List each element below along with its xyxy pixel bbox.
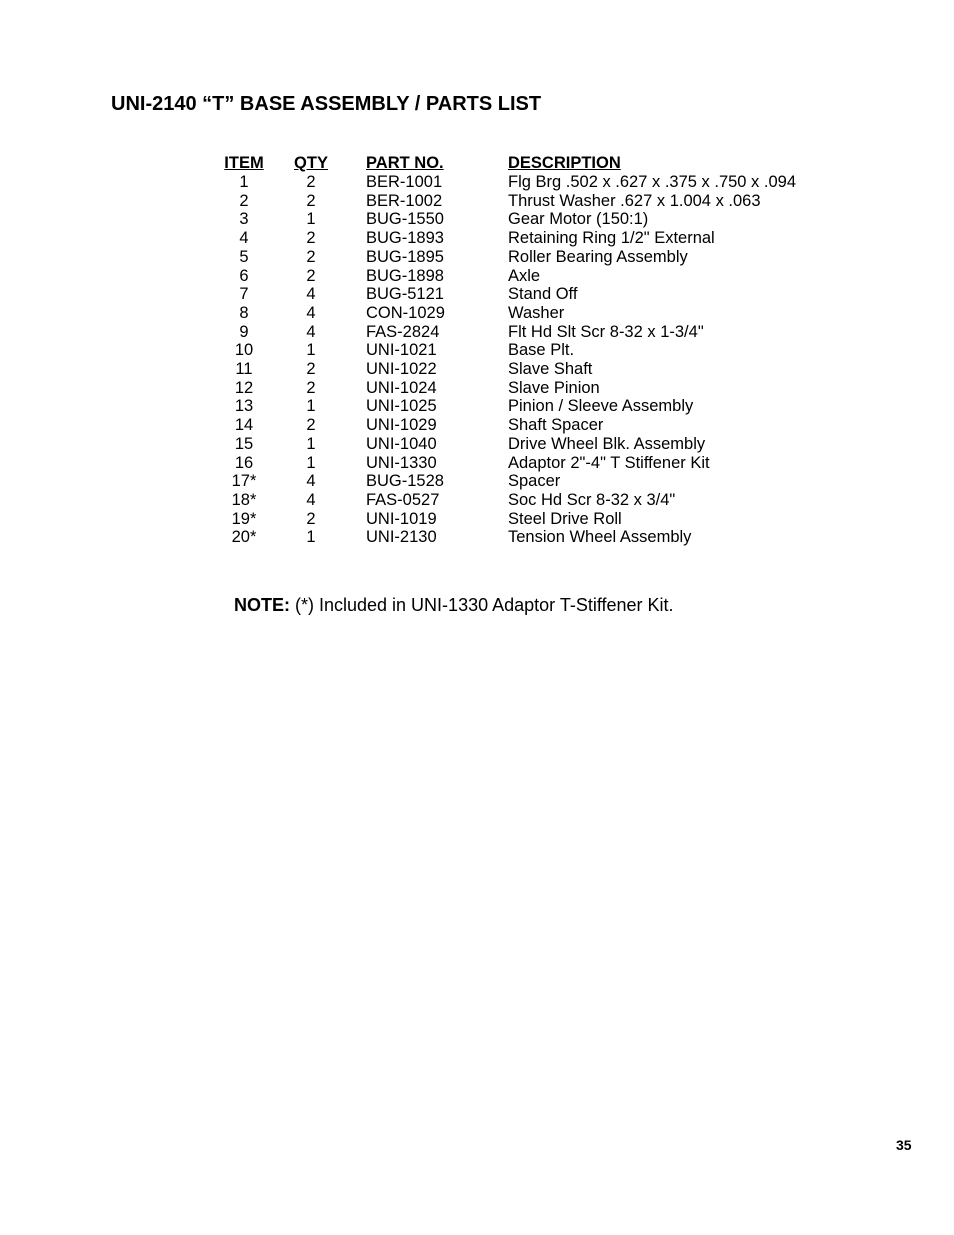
- cell-part-no: UNI-1022: [366, 360, 437, 379]
- cell-description: Axle: [508, 266, 541, 285]
- parts-table: [212, 154, 828, 547]
- cell-qty: 1: [306, 453, 316, 472]
- parts-table-body: [212, 173, 828, 547]
- cell-part-no: FAS-2824: [366, 322, 440, 341]
- cell-part-no: BER-1002: [366, 191, 443, 210]
- cell-qty: 4: [306, 322, 316, 341]
- page-number: 35: [896, 1137, 912, 1153]
- cell-qty: 4: [306, 472, 316, 491]
- page-title: UNI-2140 “T” BASE ASSEMBLY / PARTS LIST: [111, 93, 542, 115]
- cell-description: Thrust Washer .627 x 1.004 x .063: [508, 191, 761, 210]
- cell-description: Pinion / Sleeve Assembly: [508, 397, 694, 416]
- cell-item: 5: [239, 247, 249, 266]
- cell-qty: 2: [306, 191, 316, 210]
- cell-item: 2: [239, 191, 249, 210]
- cell-part-no: UNI-2130: [366, 528, 437, 547]
- table-row: [212, 192, 828, 211]
- cell-qty: 1: [306, 341, 316, 360]
- cell-qty: 2: [306, 173, 316, 191]
- cell-item: 4: [239, 229, 249, 248]
- cell-part-no: UNI-1029: [366, 416, 437, 435]
- cell-part-no: CON-1029: [366, 303, 445, 322]
- cell-qty: 1: [306, 528, 316, 547]
- cell-qty: 1: [306, 397, 316, 416]
- cell-description: Shaft Spacer: [508, 416, 604, 435]
- cell-part-no: UNI-1025: [366, 397, 437, 416]
- cell-part-no: BUG-1893: [366, 229, 444, 248]
- cell-qty: 2: [306, 509, 316, 528]
- table-row: [212, 229, 828, 248]
- cell-part-no: UNI-1330: [366, 453, 437, 472]
- cell-qty: 2: [306, 247, 316, 266]
- cell-item: 16: [234, 453, 254, 472]
- table-row: [212, 435, 828, 454]
- cell-qty: 4: [306, 285, 316, 304]
- cell-item: 9: [239, 322, 249, 341]
- cell-part-no: BUG-5121: [366, 285, 444, 304]
- cell-item: 18*: [231, 490, 257, 509]
- table-row: [212, 210, 828, 229]
- cell-item: 6: [239, 266, 249, 285]
- cell-item: 11: [235, 360, 253, 379]
- cell-description: Adaptor 2"-4" T Stiffener Kit: [508, 453, 710, 472]
- cell-qty: 1: [306, 210, 316, 229]
- cell-description: Slave Pinion: [508, 378, 600, 397]
- cell-part-no: BUG-1898: [366, 266, 444, 285]
- cell-part-no: UNI-1021: [366, 341, 437, 360]
- table-row: [212, 379, 828, 398]
- cell-part-no: FAS-0527: [366, 490, 440, 509]
- header-description: DESCRIPTION: [508, 154, 621, 172]
- cell-item: 3: [239, 210, 249, 229]
- table-row: [212, 472, 828, 491]
- table-row: [212, 323, 828, 342]
- note: [234, 595, 674, 616]
- cell-qty: 1: [306, 434, 316, 453]
- cell-qty: 2: [306, 266, 316, 285]
- table-row: [212, 454, 828, 473]
- cell-item: 7: [239, 285, 249, 304]
- table-row: [212, 304, 828, 323]
- cell-item: 12: [234, 378, 254, 397]
- cell-part-no: BUG-1895: [366, 247, 444, 266]
- header-qty: QTY: [294, 154, 328, 172]
- cell-description: Tension Wheel Assembly: [508, 528, 692, 547]
- header-item: ITEM: [224, 154, 264, 172]
- cell-item: 20*: [231, 528, 257, 547]
- cell-description: Retaining Ring 1/2" External: [508, 229, 715, 248]
- cell-description: Washer: [508, 303, 565, 322]
- table-header-row: [212, 154, 828, 173]
- cell-item: 17*: [231, 472, 257, 491]
- cell-description: Steel Drive Roll: [508, 509, 622, 528]
- table-row: [212, 248, 828, 267]
- cell-description: Slave Shaft: [508, 360, 593, 379]
- cell-qty: 2: [306, 378, 316, 397]
- note-label: NOTE:: [234, 595, 290, 615]
- cell-qty: 4: [306, 490, 316, 509]
- table-row: [212, 267, 828, 286]
- cell-qty: 2: [306, 229, 316, 248]
- note-text: (*) Included in UNI-1330 Adaptor T-Stiffener Kit.: [290, 595, 674, 615]
- cell-description: Soc Hd Scr 8-32 x 3/4": [508, 490, 676, 509]
- table-row: [212, 491, 828, 510]
- cell-part-no: BER-1001: [366, 173, 443, 191]
- cell-item: 8: [239, 303, 249, 322]
- cell-description: Gear Motor (150:1): [508, 210, 649, 229]
- cell-item: 19*: [231, 509, 257, 528]
- cell-description: Spacer: [508, 472, 561, 491]
- header-part-no: PART NO.: [366, 154, 444, 172]
- table-row: [212, 360, 828, 379]
- cell-item: 14: [234, 416, 254, 435]
- table-row: [212, 341, 828, 360]
- table-row: [212, 416, 828, 435]
- table-row: [212, 510, 828, 529]
- cell-qty: 4: [306, 303, 316, 322]
- cell-description: Roller Bearing Assembly: [508, 247, 688, 266]
- cell-item: 10: [234, 341, 254, 360]
- table-row: [212, 528, 828, 547]
- cell-item: 1: [239, 173, 249, 191]
- cell-description: Stand Off: [508, 285, 578, 304]
- cell-item: 13: [234, 397, 254, 416]
- cell-description: Base Plt.: [508, 341, 575, 360]
- table-row: [212, 285, 828, 304]
- cell-qty: 2: [306, 416, 316, 435]
- cell-part-no: UNI-1040: [366, 434, 437, 453]
- cell-description: Flt Hd Slt Scr 8-32 x 1-3/4": [508, 322, 704, 341]
- cell-qty: 2: [306, 360, 316, 379]
- cell-part-no: UNI-1024: [366, 378, 437, 397]
- cell-description: Drive Wheel Blk. Assembly: [508, 434, 706, 453]
- cell-part-no: BUG-1550: [366, 210, 444, 229]
- cell-part-no: UNI-1019: [366, 509, 437, 528]
- cell-item: 15: [234, 434, 254, 453]
- cell-description: Flg Brg .502 x .627 x .375 x .750 x .094: [508, 173, 797, 191]
- table-row: [212, 397, 828, 416]
- cell-part-no: BUG-1528: [366, 472, 444, 491]
- table-row: [212, 173, 828, 192]
